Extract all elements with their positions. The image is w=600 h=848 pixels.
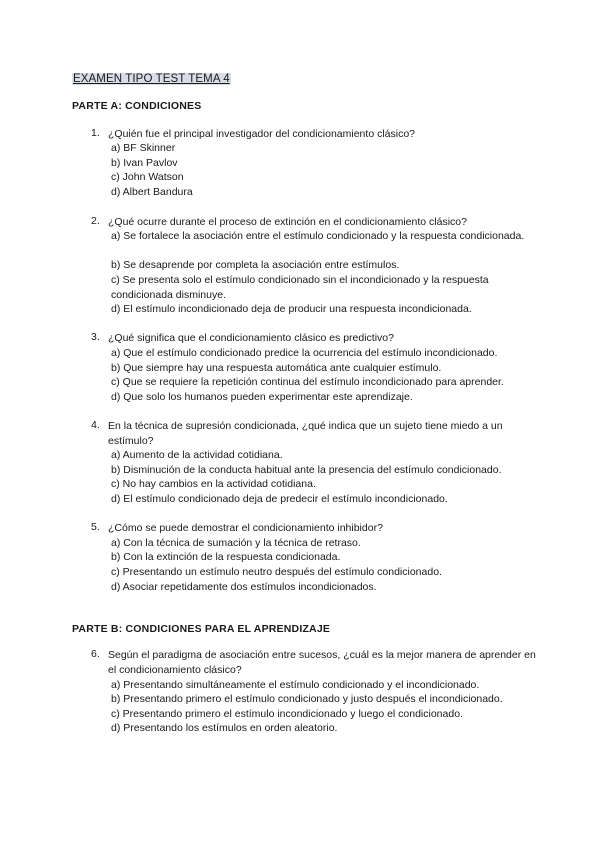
answer-option: d) El estímulo condicionado deja de predecir el estímulo incondicionado. bbox=[111, 492, 448, 505]
answer-option: c) Que se requiere la repetición continua del estímulo incondicionado para aprender. bbox=[111, 376, 504, 388]
question-text: ¿Cómo se puede demostrar el condicionamiento inhibidor? bbox=[108, 522, 383, 534]
question-text: En la técnica de supresión condicionada, ¿qué indica que un sujeto tiene miedo a un estímulo? bbox=[108, 420, 503, 447]
answer-option: c) Se presenta solo el estímulo condicionado sin el incondicionado y la respuesta condicionada disminuye. bbox=[111, 274, 489, 301]
question-text: ¿Quién fue el principal investigador del condicionamiento clásico? bbox=[108, 128, 416, 140]
answer-option: a) Que el estímulo condicionado predice la ocurrencia del estímulo incondicionado. bbox=[111, 347, 498, 359]
answer-option: a) Presentando simultáneamente el estímulo condicionado y el incondicionado. bbox=[111, 678, 480, 691]
answer-option: a) Se fortalece la asociación entre el estímulo condicionado y la respuesta condicionada. bbox=[111, 230, 525, 242]
question-text: ¿Qué ocurre durante el proceso de extinción en el condicionamiento clásico? bbox=[108, 216, 467, 228]
answer-option: d) Que solo los humanos pueden experimentar este aprendizaje. bbox=[111, 390, 413, 403]
answer-option: b) Que siempre hay una respuesta automática ante cualquier estímulo. bbox=[111, 361, 442, 374]
document-title: EXAMEN TIPO TEST TEMA 4 bbox=[73, 73, 230, 85]
answer-option: a) Con la técnica de sumación y la técnica de retraso. bbox=[111, 536, 361, 549]
answer-option: d) Asociar repetidamente dos estímulos incondicionados. bbox=[111, 580, 377, 593]
question-text: ¿Qué significa que el condicionamiento clásico es predictivo? bbox=[108, 332, 394, 344]
section-heading-parte-a: PARTE A: CONDICIONES bbox=[72, 100, 202, 112]
answer-option: b) Disminución de la conducta habitual ante la presencia del estímulo condicionado. bbox=[111, 463, 502, 476]
answer-option: b) Presentando primero el estímulo condicionado y justo después el incondicionado. bbox=[111, 693, 503, 705]
question-number: 4. bbox=[91, 419, 100, 431]
answer-option: a) BF Skinner bbox=[111, 142, 176, 154]
answer-option: b) Se desaprende por completa la asociación entre estímulos. bbox=[111, 259, 400, 271]
answer-option: b) Con la extinción de la respuesta condicionada. bbox=[111, 551, 341, 563]
question-number: 5. bbox=[91, 521, 100, 533]
section-heading-parte-b: PARTE B: CONDICIONES PARA EL APRENDIZAJE bbox=[72, 623, 331, 635]
question-number: 2. bbox=[91, 215, 100, 227]
question-number: 1. bbox=[91, 127, 100, 139]
question-number: 6. bbox=[91, 648, 100, 660]
answer-option: c) Presentando primero el estímulo incondicionado y luego el condicionado. bbox=[111, 707, 463, 720]
answer-option: c) Presentando un estímulo neutro después del estímulo condicionado. bbox=[111, 566, 442, 578]
answer-option: c) John Watson bbox=[111, 171, 184, 183]
answer-option: a) Aumento de la actividad cotidiana. bbox=[111, 449, 283, 461]
answer-option: c) No hay cambios en la actividad cotidiana. bbox=[111, 478, 316, 490]
answer-option: d) El estímulo incondicionado deja de producir una respuesta incondicionada. bbox=[111, 303, 472, 315]
answer-option: b) Ivan Pavlov bbox=[111, 156, 178, 169]
question-number: 3. bbox=[91, 331, 100, 343]
answer-option: d) Presentando los estímulos en orden aleatorio. bbox=[111, 722, 338, 734]
question-text: Según el paradigma de asociación entre sucesos, ¿cuál es la mejor manera de aprender en el condicionamiento clásico? bbox=[108, 649, 536, 676]
answer-option: d) Albert Bandura bbox=[111, 185, 193, 198]
